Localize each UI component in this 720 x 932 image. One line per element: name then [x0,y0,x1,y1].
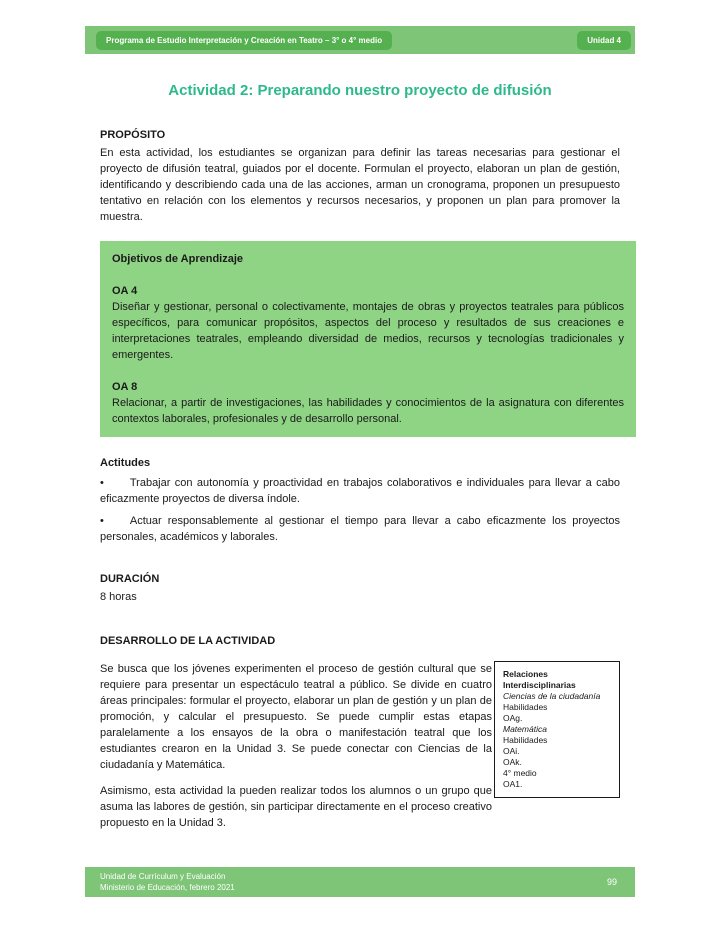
relaciones-line: OAi. [503,746,520,756]
relaciones-interdisciplinarias-box [494,661,620,798]
objetivos-heading: Objetivos de Aprendizaje [112,253,244,265]
actitud-item [100,513,620,545]
header-unit-chip [577,31,631,50]
header-unit-text: Unidad 4 [587,35,621,45]
duracion-value: 8 horas [100,591,137,603]
relaciones-line: 4° medio [503,768,537,778]
relaciones-title: Relaciones Interdisciplinarias [503,669,576,690]
bullet-icon: • [100,477,104,489]
actitudes-heading: Actitudes [100,457,151,469]
header-program-text: Programa de Estudio Interpretación y Creación en Teatro – 3° o 4° medio [106,35,383,45]
relaciones-line: Ciencias de la ciudadanía [503,691,601,701]
bullet-icon: • [100,515,104,527]
footer-credits [100,871,235,893]
desarrollo-section [100,661,620,831]
header-band [85,26,635,54]
footer-line-2: Ministerio de Educación, febrero 2021 [100,883,235,892]
actitud-text: Trabajar con autonomía y proactividad en trabajos colaborativos e individuales para llevar a cabo eficazmente proyectos de diversa índole. [100,477,620,505]
objetivos-box [100,241,636,437]
oa-text-2: Relacionar, a partir de investigaciones, las habilidades y conocimientos de la asignatura con diferentes contextos laborales, profesionales y de desarrollo personal. [112,397,624,425]
relaciones-line: Habilidades [503,735,548,745]
relaciones-line: Matemática [503,724,547,734]
relaciones-line: Habilidades [503,702,548,712]
relaciones-line: OAg. [503,713,523,723]
oa-code-1: OA 4 [112,285,138,297]
proposito-body: En esta actividad, los estudiantes se organizan para definir las tareas necesarias para gestionar el proyecto de difusión teatral, guiados por el docente. Formulan el proyecto, elaboran un plan de gestión, identificando y describiendo cada una de las acciones, arman un cronograma, proponen un presupuesto tentativo en relación con los elementos y recursos necesarios, y proponen un plan para promover la muestra. [100,147,620,223]
relaciones-line: OAk. [503,757,522,767]
actitud-text: Actuar responsablemente al gestionar el tiempo para llevar a cabo eficazmente los proyectos personales, académicos y laborales. [100,515,620,543]
desarrollo-heading: DESARROLLO DE LA ACTIVIDAD [100,635,276,647]
relaciones-line: OA1. [503,779,523,789]
activity-title: Actividad 2: Preparando nuestro proyecto de difusión [168,82,552,99]
proposito-heading: PROPÓSITO [100,129,166,141]
desarrollo-paragraph: Se busca que los jóvenes experimenten el proceso de gestión cultural que se requiere para presentar un espectáculo teatral a público. Se divide en cuatro áreas principales: formular el proyecto, elaborar un plan de gestión y un plan de promoción, y calcular el presupuesto. Se puede cumplir estas etapas paralelamente a los ensayos de la obra o manifestación teatral que los estudiantes crearon en la Unidad 3. Se puede conectar con Ciencias de la ciudadanía y Matemática. [100,663,492,771]
oa-code-2: OA 8 [112,381,138,393]
desarrollo-text-column [100,661,492,831]
footer-line-1: Unidad de Currículum y Evaluación [100,872,226,881]
actitud-item [100,475,620,507]
page-number: 99 [606,877,617,887]
duracion-heading: DURACIÓN [100,573,160,585]
desarrollo-paragraph: Asimismo, esta actividad la pueden realizar todos los alumnos o un grupo que asuma las labores de gestión, sin participar directamente en el proceso creativo propuesto en la Unidad 3. [100,785,492,829]
footer-band [85,867,635,897]
page-content [100,54,624,831]
header-program-chip [96,31,392,50]
oa-text-1: Diseñar y gestionar, personal o colectivamente, montajes de obras y proyectos teatrales para públicos específicos, para comunicar propósitos, aspectos del proceso y resultados de sus creaciones e interpretaciones teatrales, empleando diversidad de medios, recursos y tecnologías tradicionales y emergentes. [112,301,624,361]
